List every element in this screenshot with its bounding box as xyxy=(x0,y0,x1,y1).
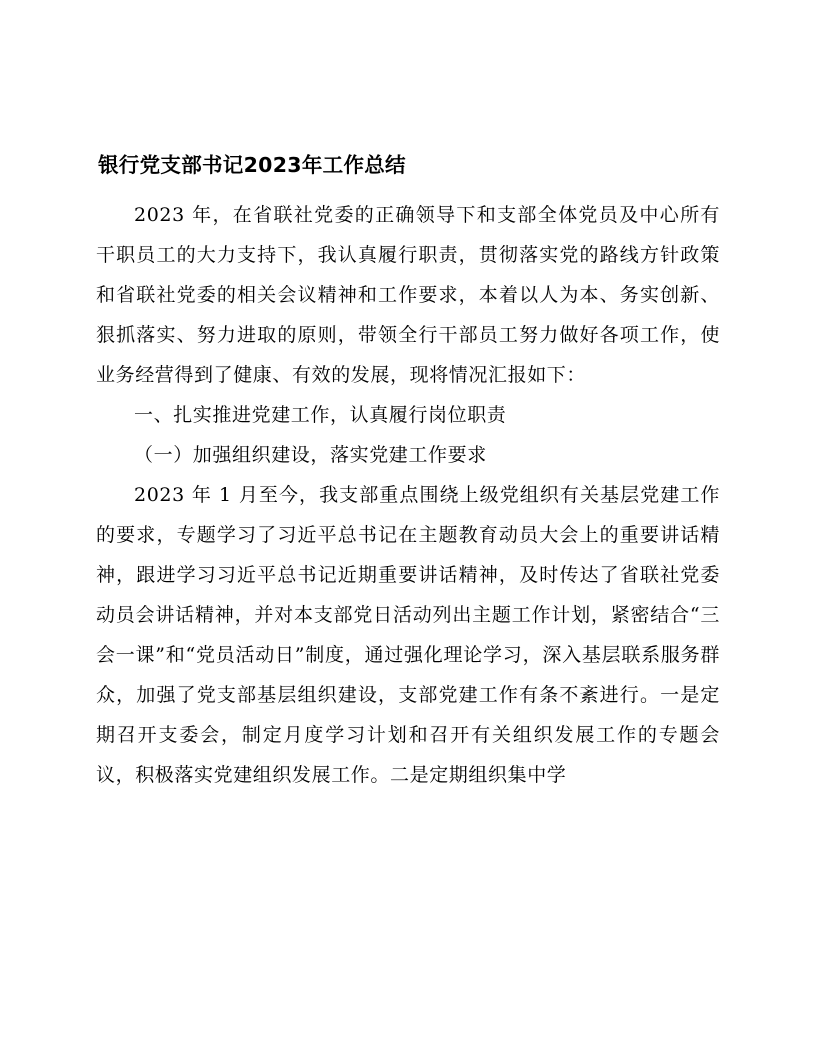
paragraph-3: （一）加强组织建设，落实党建工作要求 xyxy=(134,443,487,466)
paragraph-4: 2023 年 1 月至今，我支部重点围绕上级党组织有关基层党建工作的要求，专题学习了习近平总书记在主题教育动员大会上的重要讲话精神，跟进学习习近平总书记近期重要讲话精神，及时传达了省联社党委动员会讲话精神，并对本支部党日活动列出主题工作计划，紧密结合“三会一课”和“党员活动日”制度，通过强化理论学习，深入基层联系服务群众，加强了党支部基层组织建设，支部党建工作有条不紊进行。一是定期召开支委会，制定月度学习计划和召开有关组织发展工作的专题会议，积极落实党建组织发展工作。二是定期组织集中学 xyxy=(96,483,720,786)
paragraph-1: 2023 年，在省联社党委的正确领导下和支部全体党员及中心所有干职员工的大力支持下，我认真履行职责，贯彻落实党的路线方针政策和省联社党委的相关会议精神和工作要求，本着以人为本、务实创新、狠抓落实、努力进取的原则，带领全行干部员工努力做好各项工作，使业务经营得到了健康、有效的发展，现将情况汇报如下： xyxy=(96,203,720,386)
page-title: 银行党支部书记2023年工作总结 xyxy=(98,153,406,177)
paragraph-2: 一、扎实推进党建工作，认真履行岗位职责 xyxy=(134,403,507,426)
